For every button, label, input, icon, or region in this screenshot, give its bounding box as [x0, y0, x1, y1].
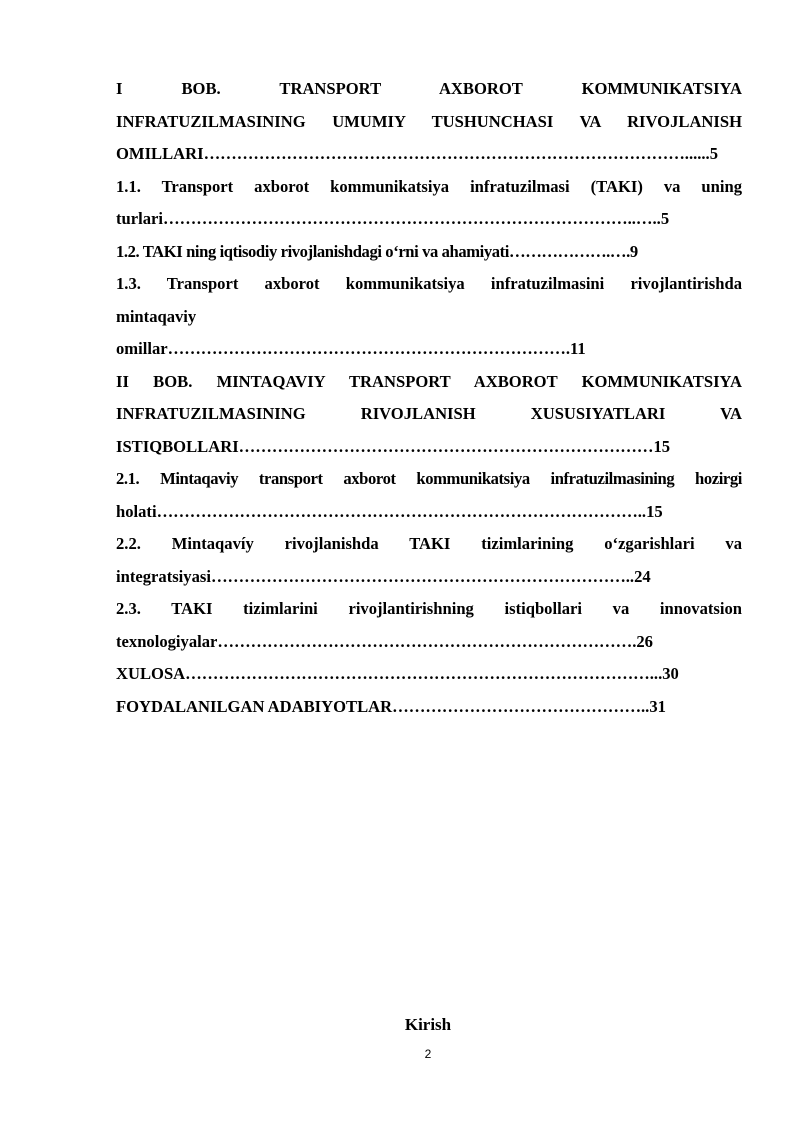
- toc-line: XULOSA…………………………………………………………………………...30: [116, 664, 679, 683]
- table-of-contents: [116, 73, 742, 723]
- toc-line: integratsiyasi…………………………………………………………………..24: [116, 566, 651, 586]
- toc-line: omillar……………………………………………………………….11: [116, 339, 586, 358]
- toc-line: OMILLARI……………………………………………………………………………......5: [116, 144, 718, 163]
- toc-line: 1.2. TAKI ning iqtisodiy rivojlanishdagi o‘rni va ahamiyati……………….….9: [116, 241, 638, 261]
- toc-entry-chapter-2[interactable]: [116, 366, 742, 464]
- toc-line: texnologiyalar………………………………………………………………….26: [116, 631, 653, 651]
- toc-line: holati……………………………………………………………………………..15: [116, 501, 663, 521]
- toc-line: ISTIQBOLLARI…………………………………………………………………15: [116, 436, 671, 456]
- toc-line: 1.1. Transport axborot kommunikatsiya infratuzilmasi (TAKI) va uning: [116, 176, 742, 196]
- toc-line: 2.1. Mintaqaviy transport axborot kommunikatsiya infratuzilmasining hozirgi: [116, 469, 742, 488]
- toc-line: 1.3. Transport axborot kommunikatsiya infratuzilmasini rivojlantirishda: [116, 274, 742, 293]
- toc-line: II BOB. MINTAQAVIY TRANSPORT AXBOROT KOMMUNIKATSIYA: [116, 371, 742, 391]
- toc-entry-1-1[interactable]: [116, 171, 742, 236]
- toc-line: turlari…………………………………………………………………………..…..5: [116, 209, 670, 228]
- toc-line: mintaqaviy: [116, 306, 197, 326]
- toc-line: FOYDALANILGAN ADABIYOTLAR………………………………………..31: [116, 696, 666, 716]
- toc-entry-2-1[interactable]: [116, 463, 742, 528]
- toc-line: INFRATUZILMASINING RIVOJLANISH XUSUSIYATLARI VA: [116, 404, 742, 423]
- section-heading: Kirish: [404, 1015, 452, 1034]
- toc-entry-1-2[interactable]: [116, 236, 742, 269]
- toc-line: 2.2. Mintaqavíy rivojlanishda TAKI tizimlarining o‘zgarishlari va: [116, 534, 742, 553]
- toc-line: I BOB. TRANSPORT AXBOROT KOMMUNIKATSIYA: [116, 79, 742, 98]
- toc-entry-2-3[interactable]: [116, 593, 742, 658]
- toc-line: 2.3. TAKI tizimlarini rivojlantirishning istiqbollari va innovatsion: [116, 599, 742, 618]
- toc-entry-references[interactable]: [116, 691, 742, 724]
- page-number: 2: [424, 1047, 432, 1061]
- toc-entry-chapter-1[interactable]: [116, 73, 742, 171]
- toc-entry-2-2[interactable]: [116, 528, 742, 593]
- toc-entry-conclusion[interactable]: [116, 658, 742, 691]
- toc-entry-1-3[interactable]: [116, 268, 742, 366]
- toc-line: INFRATUZILMASINING UMUMIY TUSHUNCHASI VA RIVOJLANISH: [116, 111, 742, 131]
